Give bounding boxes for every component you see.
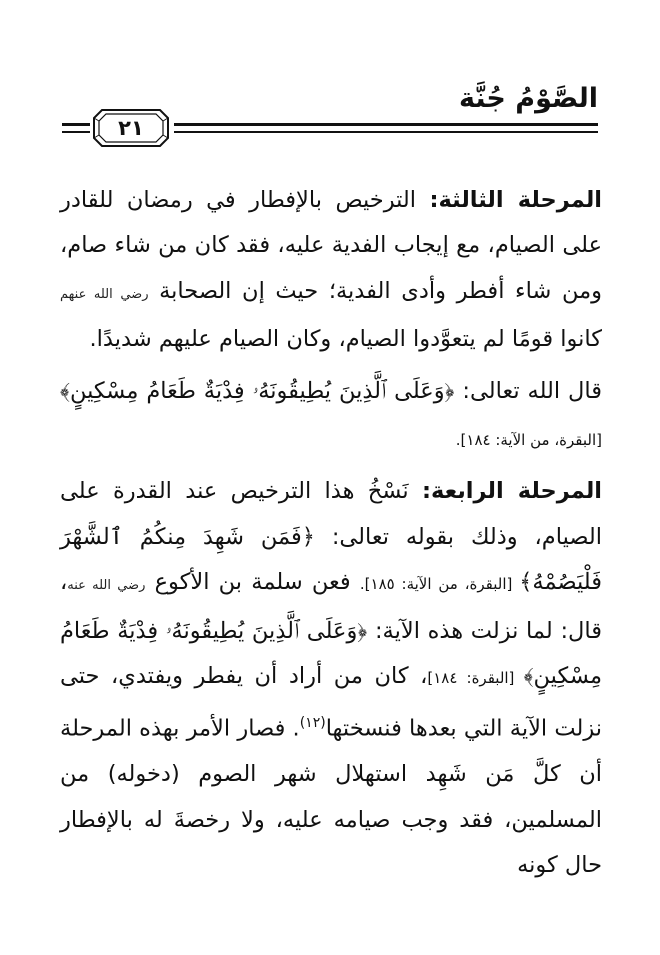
paragraph-verse-184 [60,369,602,464]
body-text [60,178,602,889]
phase-four-text-4: ، كان من أراد أن يفطر ويفتدي، حتى نزلت الآية التي بعدها فنسختها [60,663,602,742]
verse-reference-185: [البقرة، من الآية: ١٨٥]. [359,575,520,594]
verse-reference-184: [البقرة، من الآية: ١٨٤]. [455,431,602,450]
header-rule-lower-right [174,131,598,133]
honorific-sahaba: رضي الله عنهم [60,286,149,302]
phase-four-text-1: نَسْخُ هذا الترخيص عند القدرة على الصيام، وذلك بقوله تعالى: [60,478,602,550]
paragraph-phase-four [60,469,602,888]
quran-verse-185: ﴿فَمَن شَهِدَ مِنكُمُ ٱلشَّهْرَ فَلْيَصُمْهُ﴾ [60,523,602,596]
phase-three-text-end: كانوا قومًا لم يتعوَّدوا الصيام، وكان الصيام عليهم شديدًا. [89,326,602,353]
honorific-salama: رضي الله عنه [67,578,146,594]
verse-reference-184-repeat: [البقرة: ١٨٤] [427,669,524,688]
header-rule-upper-right [174,123,598,126]
quran-verse-184-repeat: ﴿وَعَلَى ٱلَّذِينَ يُطِيقُونَهُۥ فِدْيَةٌ طَعَامُ مِسْكِينٍ﴾ [60,617,602,690]
paragraph-phase-three [60,178,602,363]
page-number-frame [92,108,170,148]
phase-three-text: الترخيص بالإفطار في رمضان للقادر على الصيام، مع إيجاب الفدية عليه، فقد كان من شاء صام، ومن شاء أفطر وأدى الفدية؛ حيث إن الصحابة [60,187,602,304]
phase-four-text-5: . فصار الأمر بهذه المرحلة أن كلَّ مَن شَهِد استهلال شهر الصوم (دخوله) من المسلمين، فقد وجب صيامه عليه، ولا رخصةَ له بالإفطار حال كونه [60,715,602,879]
footnote-marker[interactable]: (١٢) [299,715,326,732]
verse-intro: قال الله تعالى: [454,377,602,404]
page-number: ٢١ [118,116,144,140]
phase-four-text-3: ، قال: لما نزلت هذه الآية: [60,569,602,644]
phase-four-heading: المرحلة الرابعة: [422,478,602,505]
header-rule-lower-left [62,131,90,133]
header-rule-upper-left [62,123,90,126]
running-title: الصَّوْمُ جُنَّة [459,83,598,114]
quran-verse-184: ﴿وَعَلَى ٱلَّذِينَ يُطِيقُونَهُۥ فِدْيَةٌ طَعَامُ مِسْكِينٍ﴾ [60,377,455,404]
phase-three-heading: المرحلة الثالثة: [429,187,602,213]
phase-four-text-2: فعن سلمة بن الأكوع [145,569,360,596]
